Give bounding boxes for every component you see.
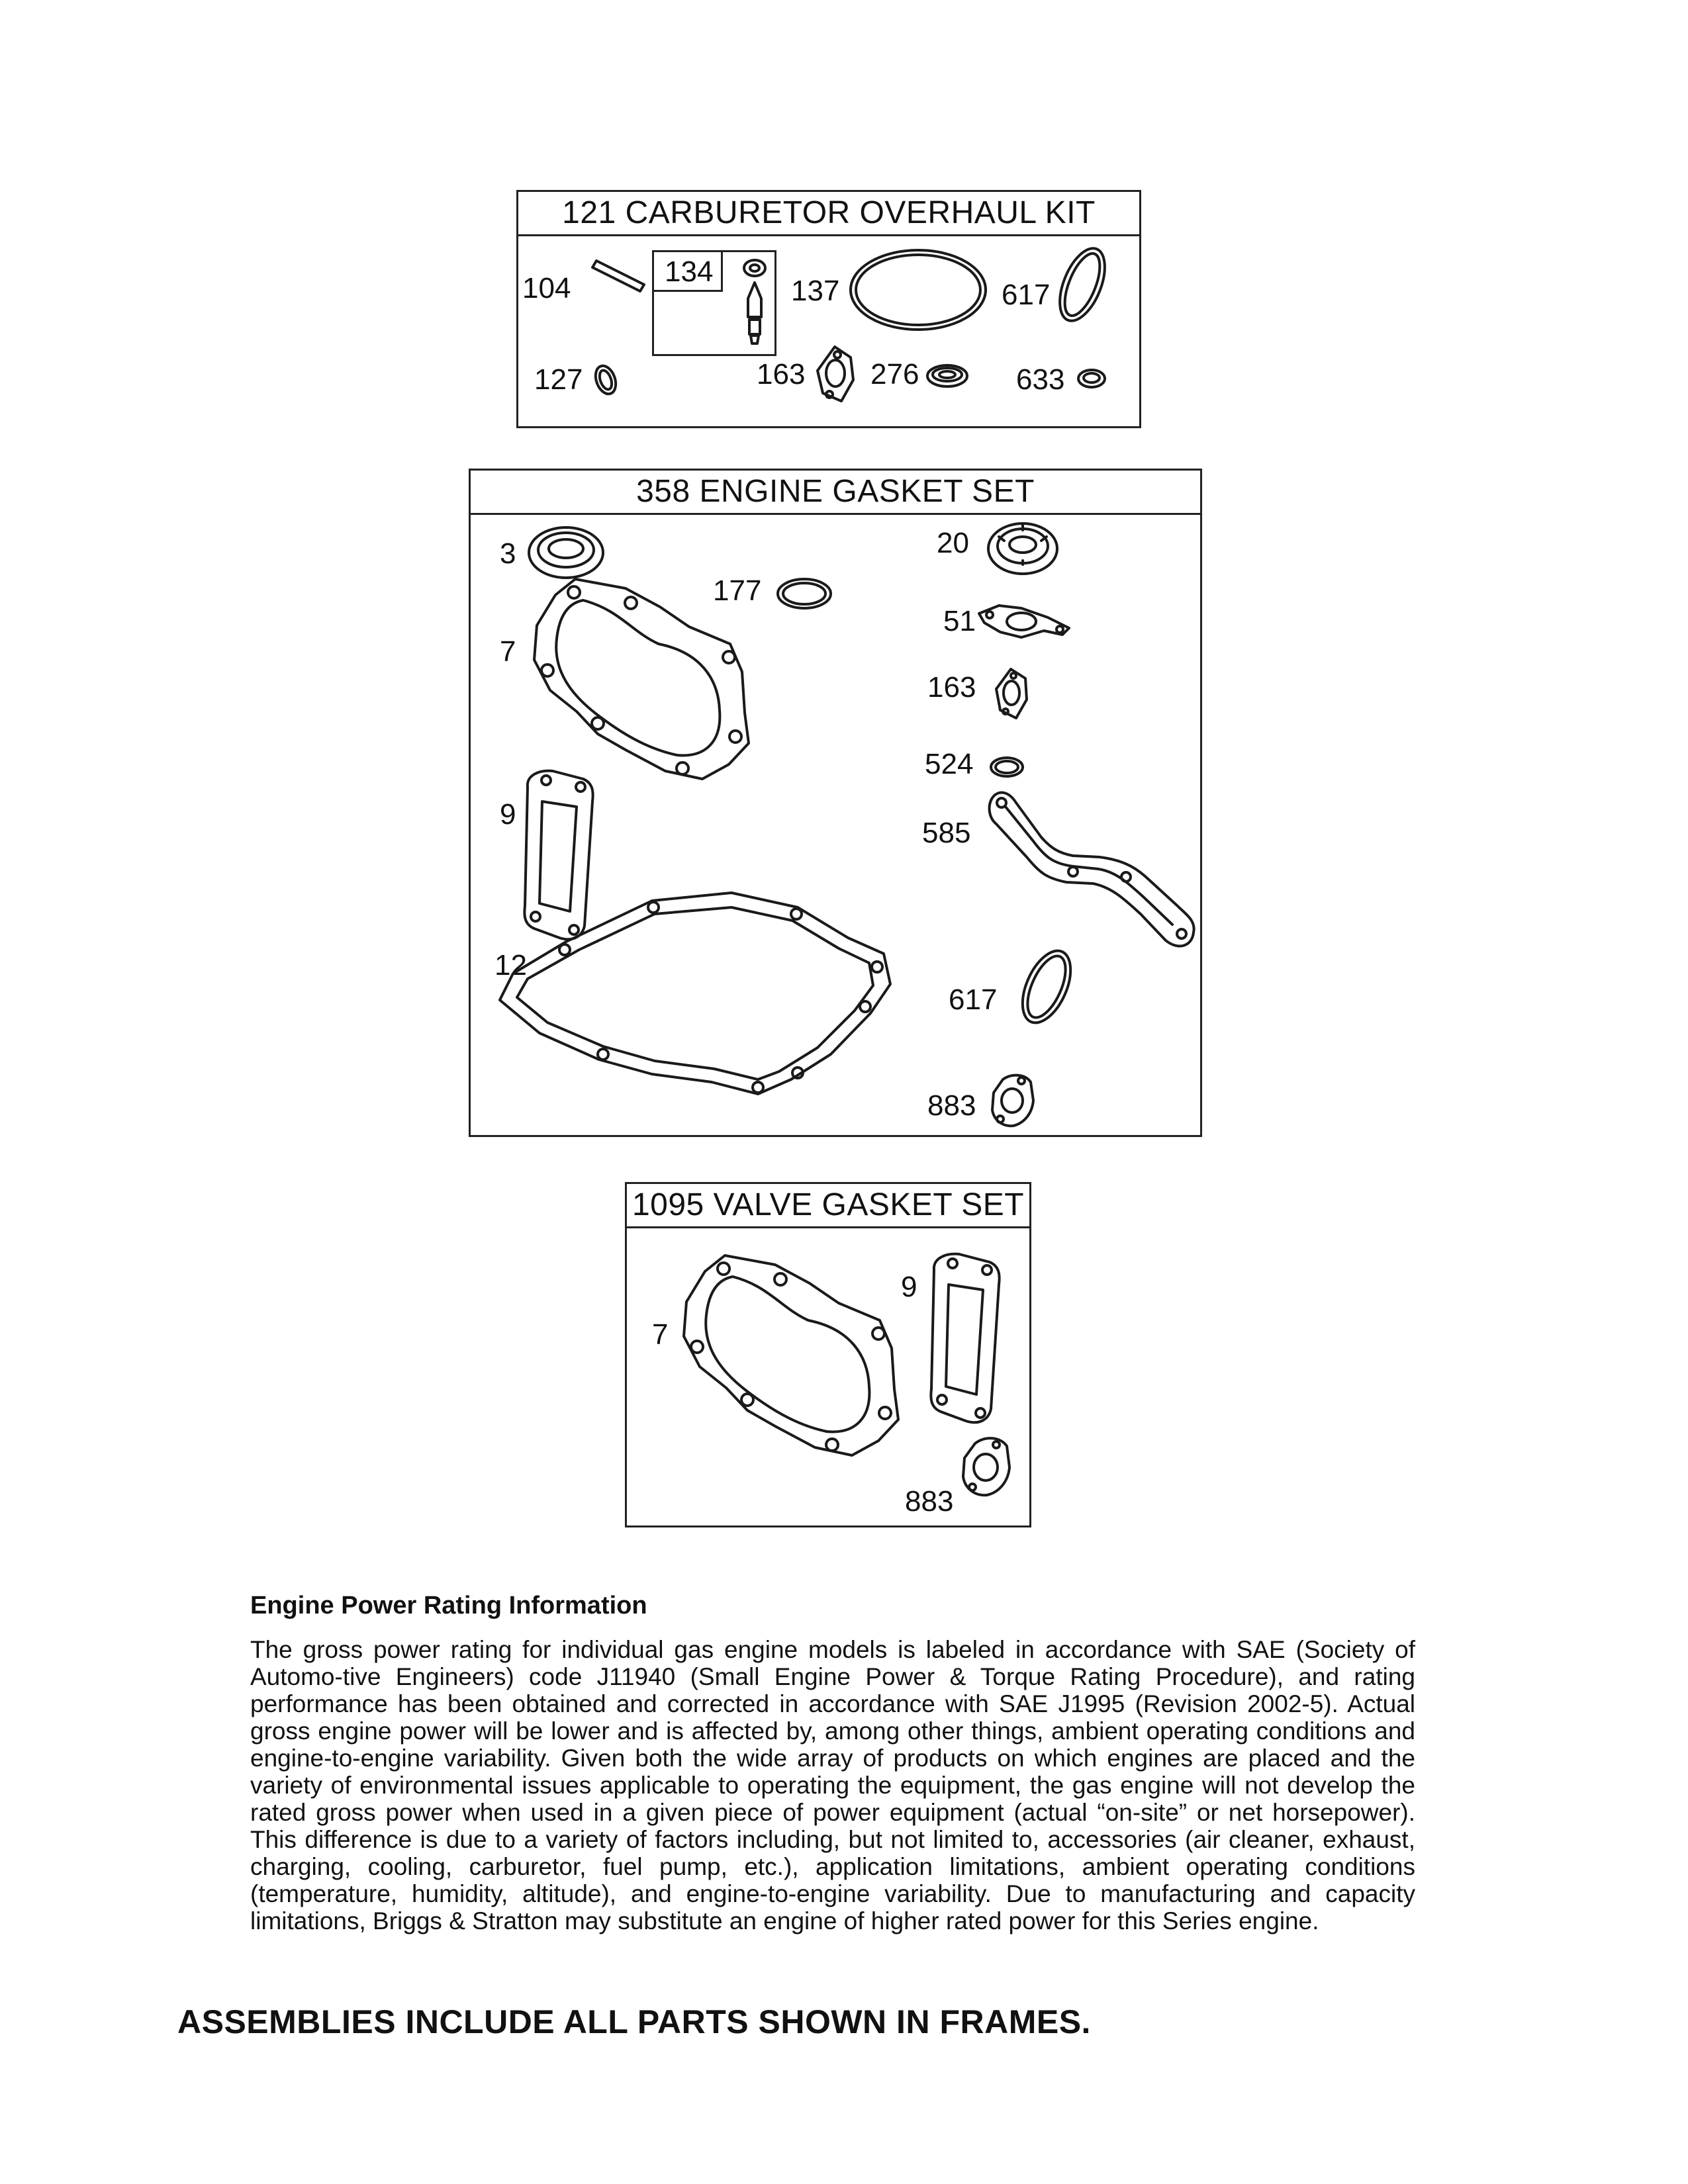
- valve-gasket-set-title: 1095 VALVE GASKET SET: [627, 1184, 1029, 1228]
- part-label-12: 12: [494, 949, 527, 981]
- inlet-needle-subkit-box: [652, 250, 776, 356]
- o-ring-large-icon: [847, 245, 992, 338]
- valve-gasket-set-frame: [625, 1182, 1031, 1527]
- part-label-7b: 7: [652, 1318, 669, 1351]
- engine-power-rating-info: [250, 1592, 1415, 1934]
- part-label-617: 617: [1002, 279, 1051, 311]
- part-label-9b: 9: [901, 1271, 917, 1303]
- carburetor-gasket-icon: [812, 343, 859, 406]
- part-label-3: 3: [500, 537, 516, 570]
- part-label-7: 7: [500, 635, 516, 668]
- part-label-137: 137: [791, 275, 840, 307]
- engine-gasket-set-frame: [469, 469, 1202, 1137]
- part-label-617b: 617: [949, 983, 998, 1016]
- o-ring-tilted-icon: [1053, 242, 1113, 328]
- part-label-163b: 163: [927, 671, 976, 704]
- carburetor-gasket-icon-b: [991, 665, 1031, 722]
- carburetor-kit-frame: [516, 190, 1141, 428]
- part-label-104: 104: [522, 272, 571, 304]
- cylinder-head-gasket-icon-b: [669, 1242, 914, 1487]
- exhaust-gasket-icon: [987, 1070, 1040, 1130]
- assemblies-footer-note: ASSEMBLIES INCLUDE ALL PARTS SHOWN IN FRAMES.: [177, 2003, 1091, 2040]
- part-label-883: 883: [927, 1089, 976, 1122]
- part-label-20: 20: [937, 527, 969, 559]
- seal-ring-icon: [988, 754, 1028, 780]
- seal-ring-small-icon: [591, 361, 624, 401]
- part-label-585: 585: [922, 817, 971, 849]
- part-label-127: 127: [534, 363, 583, 396]
- part-label-883b: 883: [905, 1485, 954, 1518]
- engine-gasket-set-title: 358 ENGINE GASKET SET: [471, 471, 1200, 515]
- part-label-633: 633: [1016, 363, 1065, 396]
- oil-seal-ribbed-icon: [984, 517, 1064, 583]
- carburetor-kit-title: 121 CARBURETOR OVERHAUL KIT: [518, 192, 1139, 236]
- info-heading: Engine Power Rating Information: [250, 1592, 647, 1619]
- breather-gasket-icon: [980, 784, 1199, 956]
- part-label-51: 51: [943, 605, 976, 637]
- o-ring-tilted-icon-b: [1015, 944, 1081, 1030]
- part-label-9: 9: [500, 798, 516, 831]
- part-label-134: 134: [665, 255, 714, 288]
- exhaust-gasket-icon-b: [958, 1433, 1017, 1499]
- part-label-276: 276: [870, 358, 919, 390]
- part-label-177: 177: [713, 574, 762, 607]
- crankcase-gasket-icon: [487, 881, 897, 1119]
- part-label-524: 524: [925, 748, 974, 780]
- washer-icon: [925, 361, 971, 390]
- valve-cover-gasket-icon-b: [926, 1250, 1006, 1429]
- part-label-163: 163: [757, 358, 806, 390]
- o-ring-icon: [775, 575, 835, 615]
- pin-icon: [592, 255, 652, 295]
- inlet-needle-icon: [739, 256, 772, 349]
- seal-washer-icon: [1076, 367, 1109, 390]
- intake-gasket-icon: [975, 599, 1074, 645]
- info-body: The gross power rating for individual gas engine models is labeled in accordance with SAE (Society of Automo-tive Engineers) code J11940 (Small Engine Power & Torque Rating Procedure), and rating performance has been obtained and corrected in accordance with SAE J1995 (Revision 2002-5). Actual gross engine power will be lower and is affected by, among other things, ambient operating conditions and engine-to-engine variability. Given both the wide array of products on which engines are placed and the variety of environmental issues applicable to operating the equipment, the gas engine will not develop the rated gross power when used in a given piece of power equipment (actual “on-site” or net horsepower). This difference is due to a variety of factors including, but not limited to, accessories (air cleaner, exhaust, charging, cooling, carburetor, fuel pump, etc.), application limitations, ambient operating conditions (temperature, humidity, altitude), and engine-to-engine variability. Due to manufacturing and capacity limitations, Briggs & Stratton may substitute an engine of higher rated power for this Series engine.: [250, 1636, 1415, 1934]
